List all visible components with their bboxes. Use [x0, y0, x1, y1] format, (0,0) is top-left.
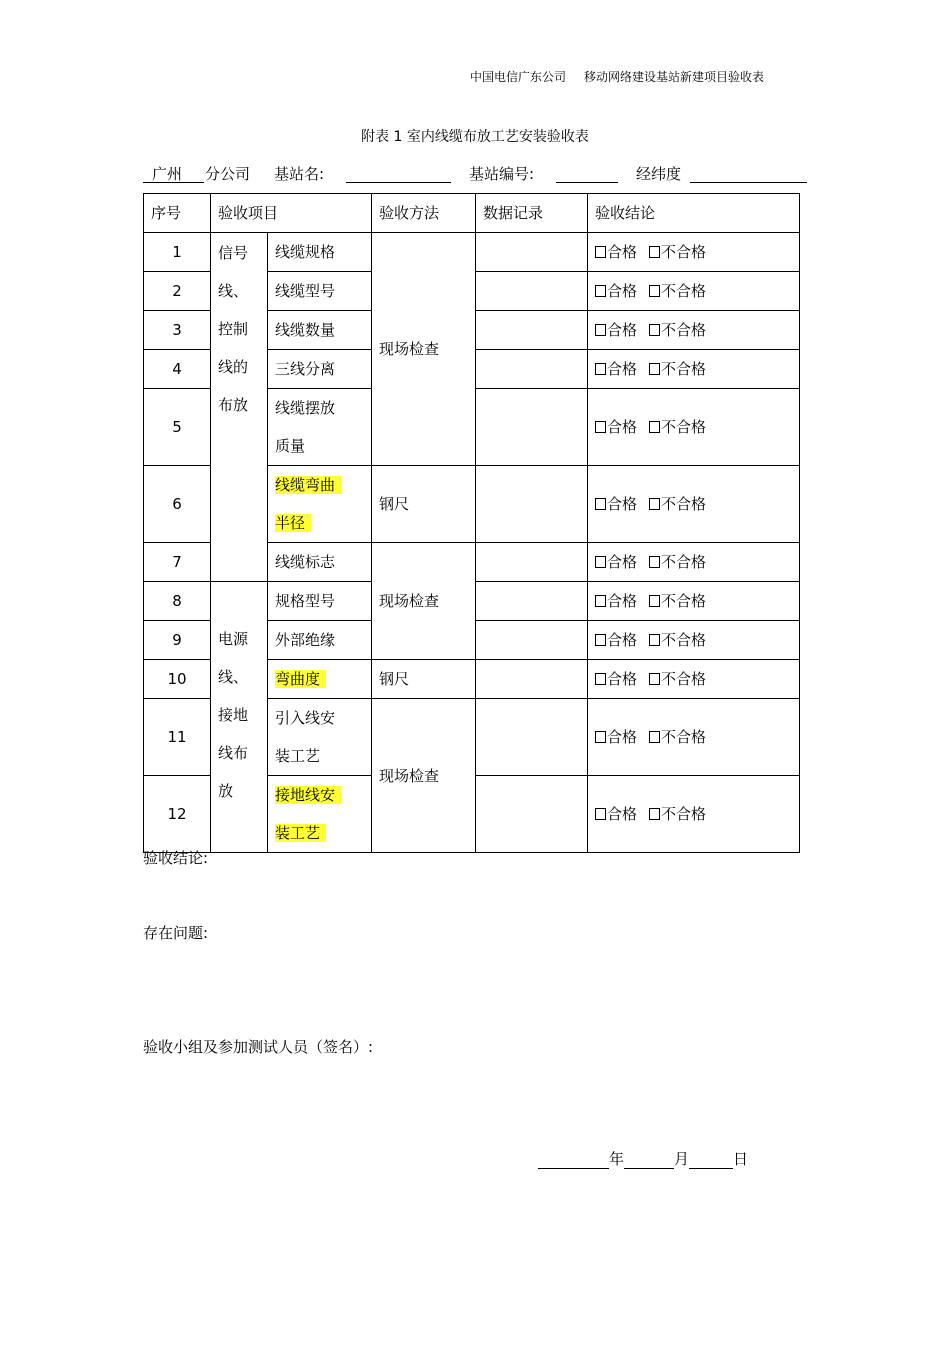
- record-cell[interactable]: [476, 389, 588, 466]
- record-cell[interactable]: [476, 582, 588, 621]
- row-item: 线缆规格: [268, 233, 372, 272]
- result-cell: 合格 不合格: [588, 621, 800, 660]
- result-cell: 合格 不合格: [588, 660, 800, 699]
- pass-checkbox[interactable]: [595, 556, 606, 568]
- fail-checkbox[interactable]: [649, 498, 660, 510]
- fail-checkbox[interactable]: [649, 285, 660, 297]
- pass-checkbox[interactable]: [595, 595, 606, 607]
- fail-checkbox[interactable]: [649, 731, 660, 743]
- coords-label: 经纬度: [636, 165, 682, 183]
- day-label: 日: [733, 1150, 749, 1168]
- station-id-label: 基站编号:: [469, 165, 535, 183]
- row-item: 线缆标志: [268, 543, 372, 582]
- row-item: 线缆摆放 质量: [268, 389, 372, 466]
- record-cell[interactable]: [476, 543, 588, 582]
- row-item: 线缆型号: [268, 272, 372, 311]
- year-label: 年: [609, 1150, 625, 1168]
- pass-checkbox[interactable]: [595, 634, 606, 646]
- result-cell: 合格 不合格: [588, 233, 800, 272]
- record-cell[interactable]: [476, 272, 588, 311]
- row-number: 2: [144, 272, 211, 311]
- page-header: [470, 68, 764, 85]
- month-field[interactable]: [624, 1151, 674, 1169]
- method-onsite: 现场检查: [372, 543, 476, 660]
- row-item: 三线分离: [268, 350, 372, 389]
- result-cell: 合格 不合格: [588, 389, 800, 466]
- table-header-row: [144, 194, 800, 233]
- result-cell: 合格 不合格: [588, 311, 800, 350]
- fail-checkbox[interactable]: [649, 324, 660, 336]
- month-label: 月: [674, 1150, 690, 1168]
- result-cell: 合格 不合格: [588, 466, 800, 543]
- row-item: 外部绝缘: [268, 621, 372, 660]
- branch-suffix: 分公司: [205, 165, 251, 183]
- row-number: 1: [144, 233, 211, 272]
- result-cell: 合格 不合格: [588, 699, 800, 776]
- record-cell[interactable]: [476, 311, 588, 350]
- company-name: 中国电信广东公司: [470, 70, 567, 84]
- row-item: 接地线安 装工艺: [268, 776, 372, 853]
- header-item: 验收项目: [211, 194, 372, 233]
- row-item: 弯曲度: [268, 660, 372, 699]
- row-item: 规格型号: [268, 582, 372, 621]
- row-number: 4: [144, 350, 211, 389]
- fail-checkbox[interactable]: [649, 634, 660, 646]
- issues-label: 存在问题:: [143, 924, 209, 942]
- pass-checkbox[interactable]: [595, 673, 606, 685]
- row-number: 9: [144, 621, 211, 660]
- form-name: 移动网络建设基站新建项目验收表: [584, 70, 765, 84]
- fail-checkbox[interactable]: [649, 673, 660, 685]
- row-item: 线缆弯曲 半径: [268, 466, 372, 543]
- conclusion-label: 验收结论:: [143, 849, 209, 867]
- fail-checkbox[interactable]: [649, 363, 660, 375]
- group-power-lines: 电源 线、 接地 线布 放: [211, 582, 268, 853]
- record-cell[interactable]: [476, 621, 588, 660]
- table-row: [144, 233, 800, 272]
- station-id-field[interactable]: [556, 182, 618, 183]
- pass-checkbox[interactable]: [595, 421, 606, 433]
- result-cell: 合格 不合格: [588, 582, 800, 621]
- method-ruler: 钢尺: [372, 466, 476, 543]
- record-cell[interactable]: [476, 233, 588, 272]
- pass-checkbox[interactable]: [595, 731, 606, 743]
- row-number: 11: [144, 699, 211, 776]
- header-index: 序号: [144, 194, 211, 233]
- method-onsite: 现场检查: [372, 699, 476, 853]
- record-cell[interactable]: [476, 466, 588, 543]
- result-cell: 合格 不合格: [588, 272, 800, 311]
- result-cell: 合格 不合格: [588, 350, 800, 389]
- pass-checkbox[interactable]: [595, 285, 606, 297]
- year-field[interactable]: [538, 1151, 609, 1169]
- method-ruler: 钢尺: [372, 660, 476, 699]
- row-number: 10: [144, 660, 211, 699]
- day-field[interactable]: [689, 1151, 733, 1169]
- acceptance-table: [143, 193, 800, 853]
- row-number: 7: [144, 543, 211, 582]
- fail-checkbox[interactable]: [649, 421, 660, 433]
- record-cell[interactable]: [476, 699, 588, 776]
- row-number: 5: [144, 389, 211, 466]
- fail-checkbox[interactable]: [649, 808, 660, 820]
- pass-checkbox[interactable]: [595, 324, 606, 336]
- info-line: [143, 163, 807, 185]
- record-cell[interactable]: [476, 660, 588, 699]
- branch-value: 广州: [152, 165, 183, 183]
- result-cell: 合格 不合格: [588, 776, 800, 853]
- row-number: 3: [144, 311, 211, 350]
- record-cell[interactable]: [476, 776, 588, 853]
- header-record: 数据记录: [476, 194, 588, 233]
- result-cell: 合格 不合格: [588, 543, 800, 582]
- pass-checkbox[interactable]: [595, 246, 606, 258]
- row-item: 线缆数量: [268, 311, 372, 350]
- row-number: 12: [144, 776, 211, 853]
- station-name-field[interactable]: [346, 182, 451, 183]
- signers-label: 验收小组及参加测试人员（签名）:: [143, 1038, 374, 1056]
- header-method: 验收方法: [372, 194, 476, 233]
- pass-checkbox[interactable]: [595, 498, 606, 510]
- fail-checkbox[interactable]: [649, 246, 660, 258]
- row-number: 6: [144, 466, 211, 543]
- station-name-label: 基站名:: [274, 165, 325, 183]
- row-number: 8: [144, 582, 211, 621]
- header-result: 验收结论: [588, 194, 800, 233]
- method-onsite: 现场检查: [372, 233, 476, 466]
- pass-checkbox[interactable]: [595, 363, 606, 375]
- record-cell[interactable]: [476, 350, 588, 389]
- date-line: [538, 1148, 748, 1169]
- fail-checkbox[interactable]: [649, 556, 660, 568]
- pass-checkbox[interactable]: [595, 808, 606, 820]
- row-item: 引入线安 装工艺: [268, 699, 372, 776]
- coords-field[interactable]: [690, 182, 807, 183]
- group-signal-lines: 信号 线、 控制 线的 布放: [211, 233, 268, 582]
- fail-checkbox[interactable]: [649, 595, 660, 607]
- document-title: 附表 1 室内线缆布放工艺安装验收表: [361, 129, 589, 145]
